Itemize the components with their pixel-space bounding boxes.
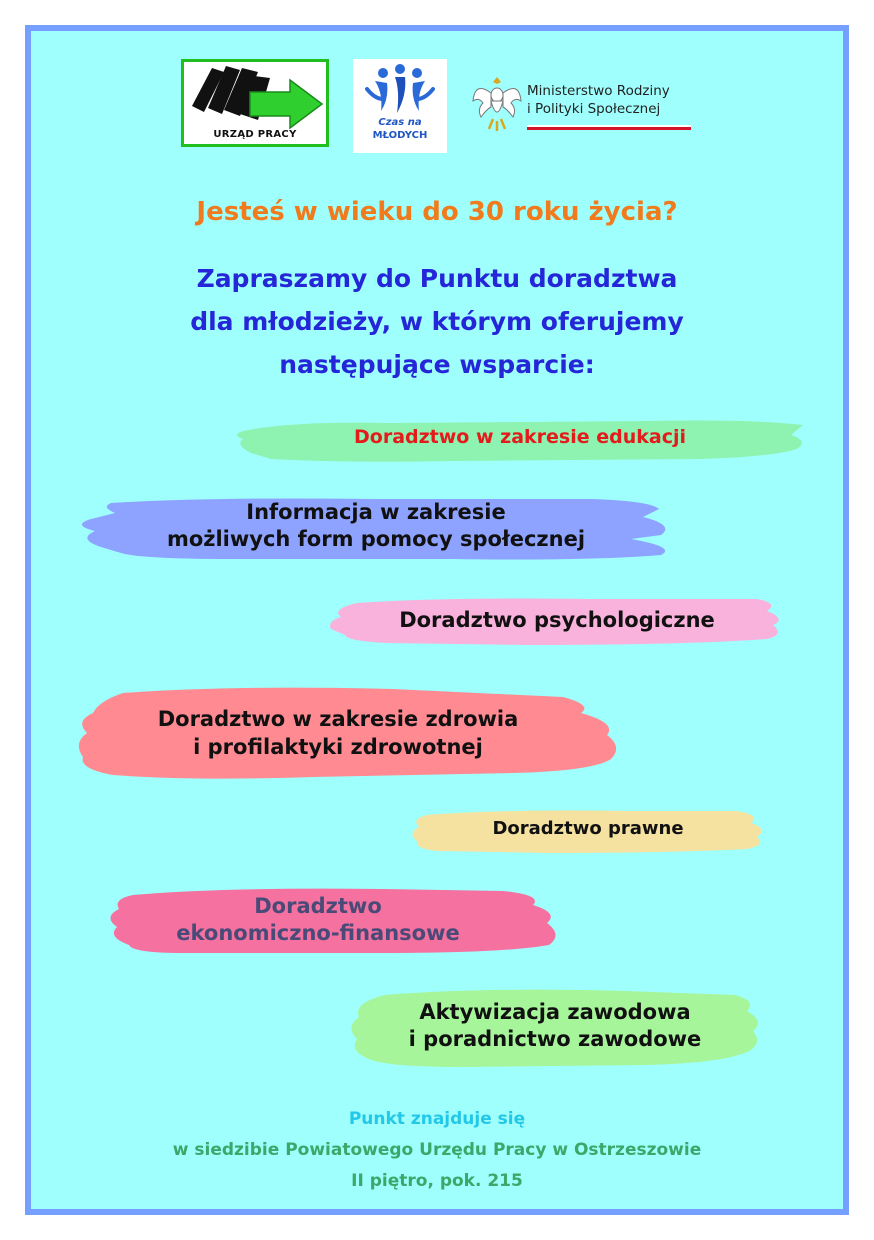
ministerstwo-name-line1: Ministerstwo Rodziny <box>527 83 670 99</box>
footer-location-room: II piętro, pok. 215 <box>351 1171 523 1191</box>
service-label: Informacja w zakresie możliwych form pomocy społecznej <box>166 500 586 551</box>
service-legal <box>407 805 769 855</box>
service-psychological <box>327 591 787 649</box>
service-label: Doradztwo prawne <box>492 818 684 839</box>
footer-location-title: Punkt znajduje się <box>348 1109 526 1129</box>
age-question-heading: Jesteś w wieku do 30 roku życia? <box>196 197 678 227</box>
poster <box>25 25 849 1215</box>
service-economic <box>103 883 563 957</box>
ministerstwo-logo <box>469 73 699 139</box>
service-label: Doradztwo w zakresie edukacji <box>354 426 686 448</box>
mlodych-text: MŁODYCH <box>372 130 428 141</box>
service-label: Doradztwo ekonomiczno-finansowe <box>176 894 460 945</box>
footer-location-address: w siedzibie Powiatowego Urzędu Pracy w Ostrzeszowie <box>172 1140 702 1160</box>
czas-na-mlodych-logo <box>353 59 447 153</box>
urzad-pracy-logo-text: URZĄD PRACY <box>213 129 297 140</box>
czas-na-text: Czas na <box>378 117 422 128</box>
polish-flag-bar <box>527 125 691 130</box>
eagle-emblem-icon <box>469 73 525 135</box>
invite-line-3: następujące wsparcie: <box>279 350 595 379</box>
urzad-pracy-logo <box>181 59 329 147</box>
invite-line-2: dla młodzieży, w którym oferujemy <box>190 307 684 336</box>
invite-line-1: Zapraszamy do Punktu doradztwa <box>196 264 678 293</box>
service-label: Doradztwo w zakresie zdrowia i profilaktyki zdrowotnej <box>157 707 519 759</box>
service-professional <box>345 985 765 1069</box>
service-social-help <box>71 493 681 563</box>
ministerstwo-name-line2: i Polityki Społecznej <box>527 101 661 117</box>
service-health <box>73 683 623 783</box>
service-label: Doradztwo psychologiczne <box>399 608 715 632</box>
invite-heading <box>31 257 843 386</box>
service-label: Aktywizacja zawodowa i poradnictwo zawodowe <box>408 1000 702 1051</box>
service-education <box>231 411 811 467</box>
